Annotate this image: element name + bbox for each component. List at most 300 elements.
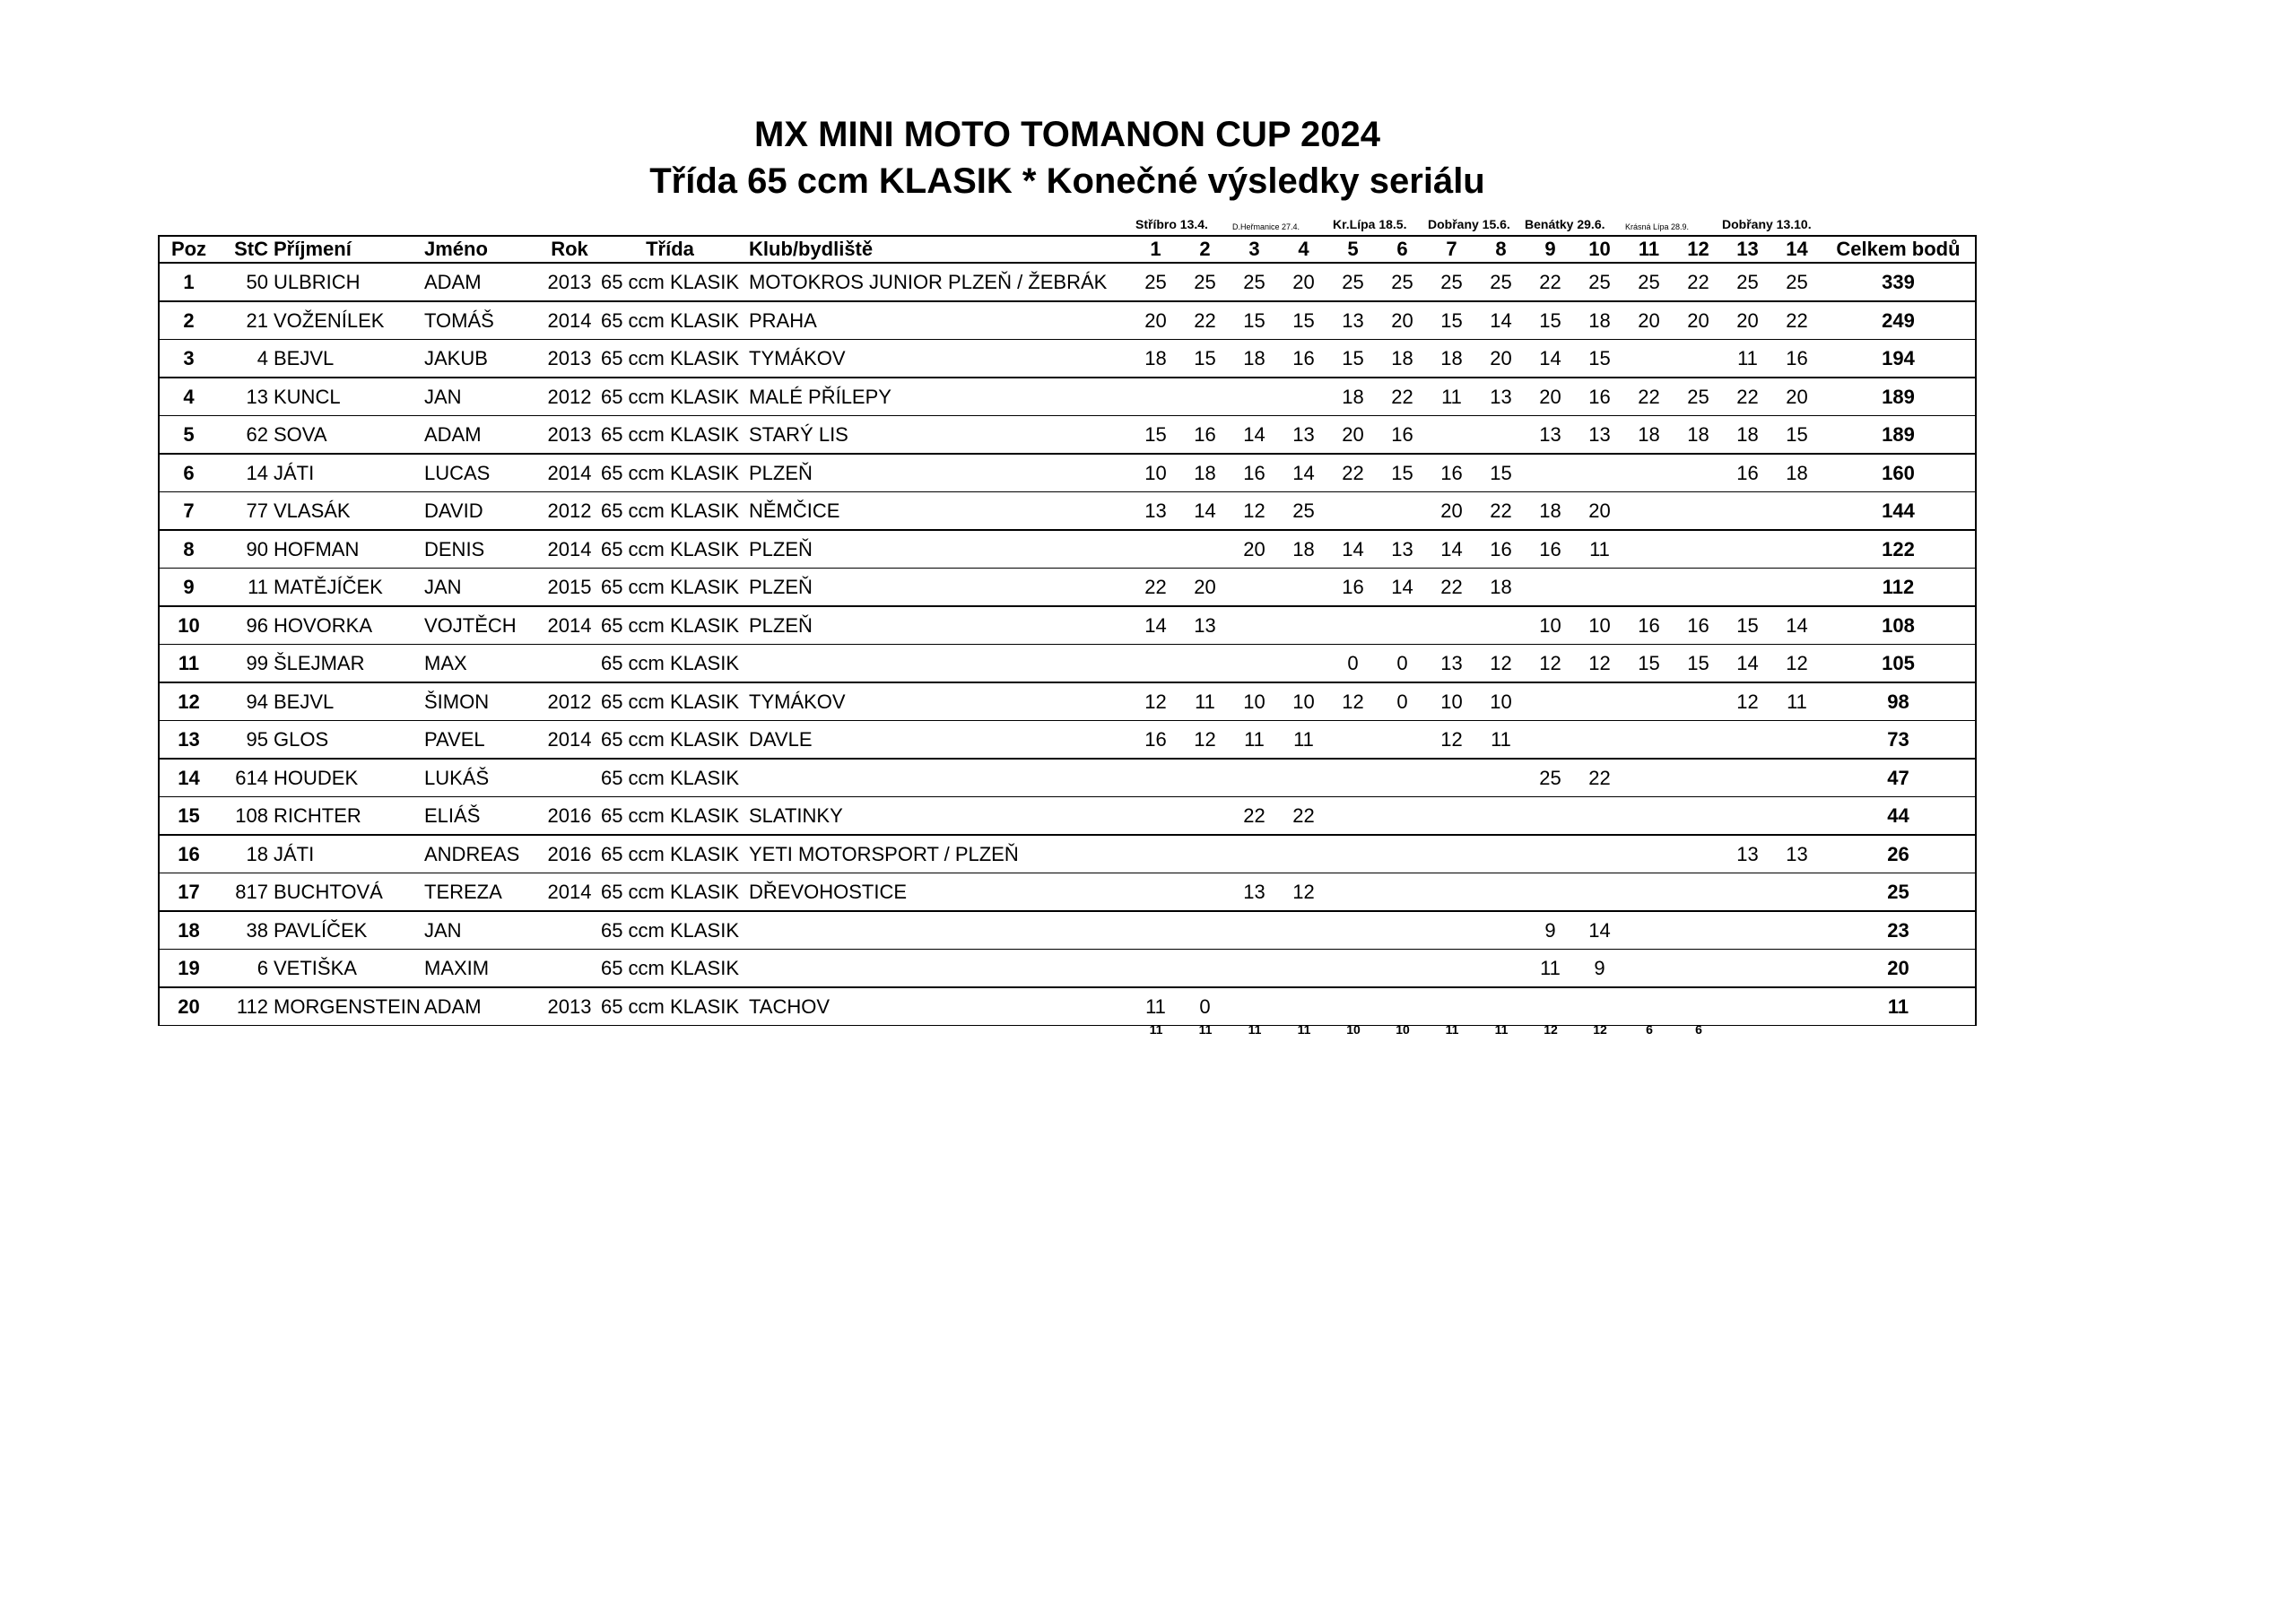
- race-points-cell: 0: [1328, 645, 1378, 683]
- surname-cell: JÁTI: [268, 835, 424, 873]
- first-name-cell: JAN: [424, 378, 543, 416]
- race-points-cell: [1180, 645, 1230, 683]
- race-points-cell: [1328, 606, 1378, 645]
- club-cell: PRAHA: [744, 301, 1131, 340]
- total-points-cell: 339: [1822, 263, 1976, 301]
- race-points-cell: [1427, 911, 1476, 950]
- race-points-cell: 25: [1131, 263, 1180, 301]
- surname-cell: VETIŠKA: [268, 950, 424, 988]
- race-points-cell: [1624, 911, 1674, 950]
- surname-cell: BEJVL: [268, 340, 424, 378]
- race-points-cell: 20: [1328, 416, 1378, 455]
- club-cell: SLATINKY: [744, 797, 1131, 836]
- table-row: [159, 340, 1976, 378]
- race-points-cell: 10: [1526, 606, 1575, 645]
- race-points-cell: 12: [1328, 682, 1378, 721]
- race-points-cell: 11: [1723, 340, 1772, 378]
- position-cell: 5: [159, 416, 218, 455]
- class-cell: 65 ccm KLASIK: [596, 911, 744, 950]
- total-points-cell: 194: [1822, 340, 1976, 378]
- year-cell: [543, 950, 596, 988]
- race-points-cell: 11: [1180, 682, 1230, 721]
- race-points-cell: 18: [1674, 416, 1723, 455]
- race-points-cell: [1279, 950, 1328, 988]
- class-cell: 65 ccm KLASIK: [596, 987, 744, 1026]
- class-cell: 65 ccm KLASIK: [596, 645, 744, 683]
- start-number-cell: 99: [218, 645, 268, 683]
- race-points-cell: [1279, 645, 1328, 683]
- race-points-cell: [1180, 911, 1230, 950]
- race-points-cell: 13: [1575, 416, 1624, 455]
- race-points-cell: [1378, 911, 1427, 950]
- table-row: [159, 492, 1976, 531]
- race-points-cell: [1674, 873, 1723, 912]
- col-trida: Třída: [596, 236, 744, 263]
- year-cell: 2014: [543, 530, 596, 569]
- race-points-cell: [1772, 873, 1822, 912]
- race-points-cell: 15: [1230, 301, 1279, 340]
- race-points-cell: [1476, 987, 1526, 1026]
- race-points-cell: 9: [1575, 950, 1624, 988]
- class-cell: 65 ccm KLASIK: [596, 682, 744, 721]
- venue-header-row: [0, 215, 2296, 233]
- race-points-cell: [1378, 721, 1427, 760]
- start-number-cell: 108: [218, 797, 268, 836]
- race-points-cell: [1624, 759, 1674, 797]
- race-points-cell: 20: [1575, 492, 1624, 531]
- race-points-cell: 14: [1279, 454, 1328, 492]
- race-points-cell: [1230, 606, 1279, 645]
- race-points-cell: [1624, 340, 1674, 378]
- race-points-cell: 25: [1772, 263, 1822, 301]
- race-points-cell: [1772, 569, 1822, 607]
- race-count: 10: [1346, 1022, 1361, 1037]
- table-row: [159, 835, 1976, 873]
- race-points-cell: [1279, 759, 1328, 797]
- total-points-cell: 98: [1822, 682, 1976, 721]
- race-points-cell: [1723, 721, 1772, 760]
- race-points-cell: [1772, 797, 1822, 836]
- year-cell: 2015: [543, 569, 596, 607]
- race-points-cell: 13: [1131, 492, 1180, 531]
- class-cell: 65 ccm KLASIK: [596, 759, 744, 797]
- race-points-cell: [1328, 492, 1378, 531]
- club-cell: DAVLE: [744, 721, 1131, 760]
- race-points-cell: [1378, 797, 1427, 836]
- race-points-cell: [1526, 454, 1575, 492]
- race-points-cell: 22: [1575, 759, 1624, 797]
- race-points-cell: 13: [1279, 416, 1328, 455]
- race-points-cell: [1180, 950, 1230, 988]
- race-points-cell: [1723, 950, 1772, 988]
- race-points-cell: 22: [1230, 797, 1279, 836]
- race-points-cell: [1723, 530, 1772, 569]
- race-points-cell: [1723, 797, 1772, 836]
- race-points-cell: [1624, 987, 1674, 1026]
- race-points-cell: [1378, 835, 1427, 873]
- race-points-cell: [1328, 987, 1378, 1026]
- race-points-cell: [1328, 873, 1378, 912]
- race-count: 11: [1297, 1022, 1311, 1037]
- col-race: 1: [1131, 236, 1180, 263]
- race-points-cell: [1674, 682, 1723, 721]
- race-points-cell: 16: [1772, 340, 1822, 378]
- surname-cell: VLASÁK: [268, 492, 424, 531]
- club-cell: PLZEŇ: [744, 454, 1131, 492]
- race-points-cell: [1772, 950, 1822, 988]
- page-title: MX MINI MOTO TOMANON CUP 2024: [754, 115, 1380, 154]
- race-points-cell: [1575, 721, 1624, 760]
- race-points-cell: [1230, 835, 1279, 873]
- race-points-cell: 13: [1526, 416, 1575, 455]
- position-cell: 4: [159, 378, 218, 416]
- race-points-cell: 22: [1131, 569, 1180, 607]
- race-points-cell: 22: [1180, 301, 1230, 340]
- race-points-cell: 25: [1328, 263, 1378, 301]
- start-number-cell: 6: [218, 950, 268, 988]
- race-points-cell: [1279, 378, 1328, 416]
- race-points-cell: [1575, 987, 1624, 1026]
- race-points-cell: [1674, 911, 1723, 950]
- surname-cell: JÁTI: [268, 454, 424, 492]
- race-count: 10: [1396, 1022, 1410, 1037]
- race-points-cell: 15: [1624, 645, 1674, 683]
- race-points-cell: 14: [1180, 492, 1230, 531]
- start-number-cell: 62: [218, 416, 268, 455]
- club-cell: PLZEŇ: [744, 569, 1131, 607]
- race-points-cell: 11: [1575, 530, 1624, 569]
- position-cell: 15: [159, 797, 218, 836]
- club-cell: [744, 911, 1131, 950]
- race-points-cell: 15: [1526, 301, 1575, 340]
- club-cell: [744, 645, 1131, 683]
- position-cell: 2: [159, 301, 218, 340]
- total-points-cell: 189: [1822, 416, 1976, 455]
- col-poz: Poz: [159, 236, 218, 263]
- race-points-cell: 20: [1772, 378, 1822, 416]
- club-cell: PLZEŇ: [744, 606, 1131, 645]
- year-cell: 2013: [543, 340, 596, 378]
- race-points-cell: [1772, 721, 1822, 760]
- start-number-cell: 94: [218, 682, 268, 721]
- surname-cell: SOVA: [268, 416, 424, 455]
- year-cell: 2014: [543, 721, 596, 760]
- club-cell: DŘEVOHOSTICE: [744, 873, 1131, 912]
- race-points-cell: [1180, 530, 1230, 569]
- race-points-cell: [1674, 721, 1723, 760]
- race-points-cell: 12: [1723, 682, 1772, 721]
- race-count: 12: [1593, 1022, 1607, 1037]
- class-cell: 65 ccm KLASIK: [596, 873, 744, 912]
- col-stc: StC: [218, 236, 268, 263]
- race-count: 6: [1646, 1022, 1653, 1037]
- race-points-cell: 0: [1378, 645, 1427, 683]
- position-cell: 10: [159, 606, 218, 645]
- race-points-cell: [1674, 454, 1723, 492]
- race-points-cell: 16: [1476, 530, 1526, 569]
- col-klub: Klub/bydliště: [744, 236, 1131, 263]
- race-points-cell: [1723, 759, 1772, 797]
- start-number-cell: 21: [218, 301, 268, 340]
- race-points-cell: 16: [1279, 340, 1328, 378]
- total-points-cell: 144: [1822, 492, 1976, 531]
- race-points-cell: 20: [1378, 301, 1427, 340]
- year-cell: 2014: [543, 454, 596, 492]
- race-points-cell: [1624, 682, 1674, 721]
- race-points-cell: [1476, 911, 1526, 950]
- total-points-cell: 105: [1822, 645, 1976, 683]
- race-points-cell: [1624, 797, 1674, 836]
- race-points-cell: [1575, 797, 1624, 836]
- position-cell: 16: [159, 835, 218, 873]
- results-table: [158, 235, 1977, 1026]
- race-points-cell: 16: [1723, 454, 1772, 492]
- race-points-cell: 15: [1180, 340, 1230, 378]
- col-race: 12: [1674, 236, 1723, 263]
- race-points-cell: 18: [1772, 454, 1822, 492]
- race-points-cell: [1427, 797, 1476, 836]
- race-points-cell: [1230, 759, 1279, 797]
- table-row: [159, 987, 1976, 1026]
- race-points-cell: 16: [1328, 569, 1378, 607]
- race-points-cell: [1674, 987, 1723, 1026]
- venue-label: Dobřany 15.6.: [1428, 217, 1510, 231]
- first-name-cell: ANDREAS: [424, 835, 543, 873]
- table-row: [159, 454, 1976, 492]
- club-cell: NĚMČICE: [744, 492, 1131, 531]
- race-points-cell: [1476, 606, 1526, 645]
- club-cell: MALÉ PŘÍLEPY: [744, 378, 1131, 416]
- race-points-cell: [1131, 835, 1180, 873]
- surname-cell: GLOS: [268, 721, 424, 760]
- class-cell: 65 ccm KLASIK: [596, 721, 744, 760]
- race-points-cell: [1526, 569, 1575, 607]
- race-points-cell: 14: [1230, 416, 1279, 455]
- race-points-cell: 15: [1378, 454, 1427, 492]
- race-points-cell: 22: [1772, 301, 1822, 340]
- start-number-cell: 11: [218, 569, 268, 607]
- race-points-cell: 15: [1674, 645, 1723, 683]
- class-cell: 65 ccm KLASIK: [596, 835, 744, 873]
- surname-cell: RICHTER: [268, 797, 424, 836]
- race-points-cell: 18: [1427, 340, 1476, 378]
- club-cell: TACHOV: [744, 987, 1131, 1026]
- class-cell: 65 ccm KLASIK: [596, 606, 744, 645]
- race-points-cell: [1674, 569, 1723, 607]
- race-points-cell: 11: [1526, 950, 1575, 988]
- first-name-cell: DAVID: [424, 492, 543, 531]
- race-points-cell: 20: [1230, 530, 1279, 569]
- race-points-cell: [1131, 873, 1180, 912]
- surname-cell: PAVLÍČEK: [268, 911, 424, 950]
- table-row: [159, 797, 1976, 836]
- race-points-cell: 13: [1180, 606, 1230, 645]
- race-points-cell: [1674, 340, 1723, 378]
- race-points-cell: 25: [1526, 759, 1575, 797]
- race-points-cell: 20: [1526, 378, 1575, 416]
- club-cell: PLZEŇ: [744, 530, 1131, 569]
- first-name-cell: TEREZA: [424, 873, 543, 912]
- race-points-cell: 15: [1476, 454, 1526, 492]
- race-points-cell: [1476, 797, 1526, 836]
- year-cell: 2013: [543, 987, 596, 1026]
- race-points-cell: 15: [1575, 340, 1624, 378]
- position-cell: 3: [159, 340, 218, 378]
- col-race: 2: [1180, 236, 1230, 263]
- race-points-cell: [1131, 645, 1180, 683]
- position-cell: 9: [159, 569, 218, 607]
- race-points-cell: 11: [1427, 378, 1476, 416]
- race-points-cell: 15: [1772, 416, 1822, 455]
- race-points-cell: [1772, 759, 1822, 797]
- race-points-cell: 12: [1575, 645, 1624, 683]
- race-points-cell: [1230, 911, 1279, 950]
- total-points-cell: 249: [1822, 301, 1976, 340]
- race-points-cell: 25: [1230, 263, 1279, 301]
- race-points-cell: 20: [1624, 301, 1674, 340]
- position-cell: 12: [159, 682, 218, 721]
- race-points-cell: 20: [1279, 263, 1328, 301]
- table-row: [159, 301, 1976, 340]
- race-points-cell: [1624, 950, 1674, 988]
- race-points-cell: [1328, 950, 1378, 988]
- position-cell: 18: [159, 911, 218, 950]
- race-points-cell: 20: [1427, 492, 1476, 531]
- total-points-cell: 112: [1822, 569, 1976, 607]
- first-name-cell: LUCAS: [424, 454, 543, 492]
- col-total: Celkem bodů: [1822, 236, 1976, 263]
- first-name-cell: TOMÁŠ: [424, 301, 543, 340]
- start-number-cell: 96: [218, 606, 268, 645]
- year-cell: 2012: [543, 682, 596, 721]
- surname-cell: HOUDEK: [268, 759, 424, 797]
- race-points-cell: [1575, 835, 1624, 873]
- race-points-cell: 9: [1526, 911, 1575, 950]
- race-count: 11: [1198, 1022, 1213, 1037]
- year-cell: [543, 911, 596, 950]
- race-points-cell: 16: [1230, 454, 1279, 492]
- surname-cell: KUNCL: [268, 378, 424, 416]
- col-race: 10: [1575, 236, 1624, 263]
- race-points-cell: 13: [1378, 530, 1427, 569]
- race-points-cell: 22: [1328, 454, 1378, 492]
- race-points-cell: 12: [1427, 721, 1476, 760]
- class-cell: 65 ccm KLASIK: [596, 454, 744, 492]
- race-points-cell: [1131, 378, 1180, 416]
- race-points-cell: [1575, 873, 1624, 912]
- position-cell: 19: [159, 950, 218, 988]
- year-cell: [543, 645, 596, 683]
- race-points-cell: 11: [1772, 682, 1822, 721]
- race-points-cell: 22: [1378, 378, 1427, 416]
- club-cell: STARÝ LIS: [744, 416, 1131, 455]
- position-cell: 11: [159, 645, 218, 683]
- race-points-cell: [1427, 987, 1476, 1026]
- table-row: [159, 682, 1976, 721]
- col-race: 7: [1427, 236, 1476, 263]
- race-points-cell: 15: [1131, 416, 1180, 455]
- race-points-cell: [1427, 606, 1476, 645]
- class-cell: 65 ccm KLASIK: [596, 378, 744, 416]
- race-points-cell: [1328, 797, 1378, 836]
- race-points-cell: [1131, 797, 1180, 836]
- race-points-cell: [1674, 492, 1723, 531]
- first-name-cell: MAX: [424, 645, 543, 683]
- surname-cell: HOFMAN: [268, 530, 424, 569]
- position-cell: 7: [159, 492, 218, 531]
- race-points-cell: [1279, 987, 1328, 1026]
- race-points-cell: 22: [1427, 569, 1476, 607]
- table-row: [159, 569, 1976, 607]
- race-points-cell: [1723, 987, 1772, 1026]
- class-cell: 65 ccm KLASIK: [596, 569, 744, 607]
- race-points-cell: [1180, 759, 1230, 797]
- race-points-cell: 12: [1180, 721, 1230, 760]
- race-points-cell: [1180, 378, 1230, 416]
- year-cell: 2012: [543, 378, 596, 416]
- race-points-cell: [1624, 835, 1674, 873]
- year-cell: 2013: [543, 416, 596, 455]
- race-points-cell: 16: [1427, 454, 1476, 492]
- race-points-cell: 18: [1328, 378, 1378, 416]
- race-points-cell: 18: [1131, 340, 1180, 378]
- surname-cell: MORGENSTEIN: [268, 987, 424, 1026]
- venue-label: Stříbro 13.4.: [1135, 217, 1208, 231]
- year-cell: 2013: [543, 263, 596, 301]
- race-points-cell: 18: [1723, 416, 1772, 455]
- race-points-cell: 18: [1624, 416, 1674, 455]
- race-counts-row: [0, 1022, 2296, 1040]
- start-number-cell: 50: [218, 263, 268, 301]
- race-points-cell: 25: [1723, 263, 1772, 301]
- race-points-cell: 13: [1427, 645, 1476, 683]
- race-points-cell: 11: [1230, 721, 1279, 760]
- race-points-cell: [1427, 759, 1476, 797]
- race-points-cell: 15: [1279, 301, 1328, 340]
- race-points-cell: [1624, 569, 1674, 607]
- venue-label: Krásná Lípa 28.9.: [1625, 222, 1690, 231]
- race-points-cell: [1624, 721, 1674, 760]
- race-points-cell: [1230, 950, 1279, 988]
- race-points-cell: [1476, 416, 1526, 455]
- position-cell: 8: [159, 530, 218, 569]
- surname-cell: BEJVL: [268, 682, 424, 721]
- race-points-cell: [1575, 682, 1624, 721]
- race-points-cell: [1328, 721, 1378, 760]
- race-points-cell: 15: [1427, 301, 1476, 340]
- race-points-cell: 20: [1723, 301, 1772, 340]
- col-race: 13: [1723, 236, 1772, 263]
- race-points-cell: 14: [1427, 530, 1476, 569]
- class-cell: 65 ccm KLASIK: [596, 416, 744, 455]
- race-points-cell: 0: [1180, 987, 1230, 1026]
- race-points-cell: [1230, 378, 1279, 416]
- race-points-cell: 16: [1624, 606, 1674, 645]
- year-cell: 2014: [543, 606, 596, 645]
- surname-cell: VOŽENÍLEK: [268, 301, 424, 340]
- first-name-cell: MAXIM: [424, 950, 543, 988]
- race-points-cell: [1772, 911, 1822, 950]
- race-points-cell: 16: [1131, 721, 1180, 760]
- table-row: [159, 721, 1976, 760]
- race-count: 11: [1494, 1022, 1509, 1037]
- total-points-cell: 73: [1822, 721, 1976, 760]
- venue-label: D.Heřmanice 27.4.: [1232, 222, 1300, 231]
- race-points-cell: 11: [1476, 721, 1526, 760]
- race-points-cell: [1131, 759, 1180, 797]
- race-points-cell: 25: [1279, 492, 1328, 531]
- race-points-cell: [1131, 911, 1180, 950]
